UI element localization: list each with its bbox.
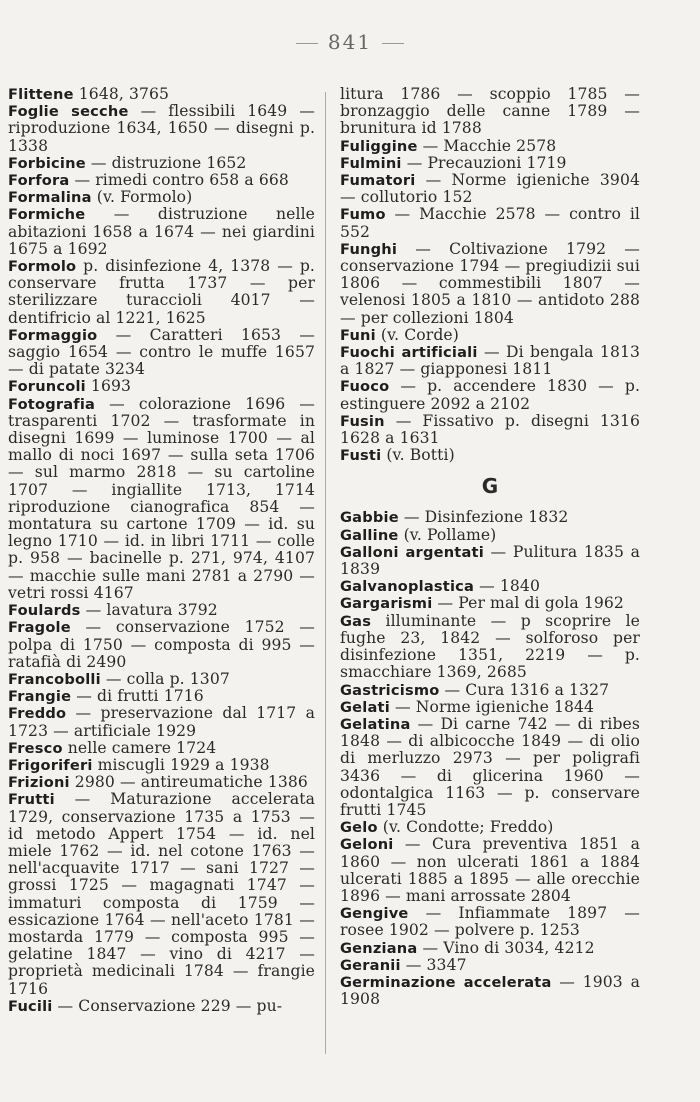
entry-headword: Foglie secche	[8, 103, 129, 121]
index-entry	[8, 791, 315, 997]
entry-references: (v. Formolo)	[91, 188, 193, 207]
left-column	[8, 86, 315, 1015]
entry-headword: Foulards	[8, 602, 81, 620]
entry-headword: Funi	[340, 326, 376, 344]
index-entry	[8, 757, 315, 774]
entry-references: — Infiammate 1897 — rosee 1902 — polvere p. 1253	[340, 904, 640, 940]
index-entry	[8, 378, 315, 395]
entry-headword: Frangie	[8, 688, 72, 706]
index-entry	[8, 619, 315, 671]
index-entry	[340, 155, 640, 172]
entry-headword: Gabbie	[340, 509, 399, 527]
index-entry	[340, 138, 640, 155]
index-entry	[8, 998, 315, 1015]
index-entry	[340, 544, 640, 578]
entry-headword: Frizioni	[8, 774, 70, 792]
entry-headword: Formaggio	[8, 326, 98, 344]
entry-headword: Geloni	[340, 836, 394, 854]
entry-references: — colorazione 1696 — trasparenti 1702 — trasformate in disegni 1699 — luminose 1700 — al mallo di noci 1697 — sulla seta 1706 — sul marmo 2818 — su cartoline 1707 — ingiallite 1713, 1714 riproduzione cianografica 854 — montatura su cartone 1709 — id. su legno 1710 — id. in libri 1711 — colle p. 958 — bacinelle p. 271, 974, 4107 — macchie sulle mani 2781 a 2790 — vetri rossi 4167	[8, 394, 315, 602]
entry-headword: Germinazione accelerata	[340, 973, 552, 991]
index-entry	[340, 344, 640, 378]
right-column-f-entries	[340, 86, 640, 464]
index-entry	[340, 527, 640, 544]
entry-references: — rimedi contro 658 a 668	[69, 171, 289, 190]
entry-headword: Formolo	[8, 258, 77, 276]
entry-headword: Genziana	[340, 939, 418, 957]
entry-references: — p. accendere 1830 — p. estinguere 2092 a 2102	[340, 377, 640, 413]
entry-headword: Gelati	[340, 698, 390, 716]
left-dash	[296, 43, 318, 44]
index-entry	[8, 189, 315, 206]
index-entry	[340, 578, 640, 595]
entry-headword: Fuliggine	[340, 137, 418, 155]
index-entry	[340, 682, 640, 699]
index-entry	[8, 705, 315, 739]
entry-references: 2980 — antireumatiche 1386	[69, 773, 308, 792]
right-column-g-entries	[340, 509, 640, 1008]
entry-headword: Forbicine	[8, 154, 86, 172]
index-entry	[340, 836, 640, 905]
entry-headword: Galloni argentati	[340, 543, 484, 561]
index-entry	[8, 155, 315, 172]
entry-references: — Pulitura 1835 a 1839	[340, 542, 641, 579]
entry-references: (v. Condotte; Freddo)	[377, 818, 554, 837]
index-entry	[8, 688, 315, 705]
entry-references: 1648, 3765	[73, 85, 170, 103]
index-entry	[8, 396, 315, 602]
entry-headword: Flittene	[8, 86, 74, 103]
entry-references: illuminante — p scoprire le fughe 23, 1842 — solforoso per disinfezione 1351, 2219 — p. smacchiare 1369, 2685	[340, 611, 640, 682]
entry-headword: Formalina	[8, 189, 92, 207]
entry-references: — Coltivazione 1792 — conservazione 1794 — pregiudizii sui 1806 — commestibili 1807 — velenosi 1805 a 1810 — antidoto 288 — per collezioni 1804	[340, 239, 640, 327]
section-letter: G	[481, 474, 499, 499]
entry-references: — lavatura 3792	[80, 601, 218, 620]
index-entry	[8, 258, 315, 327]
index-entry	[340, 447, 640, 464]
entry-references: — Disinfezione 1832	[398, 508, 569, 527]
entry-references: — Cura preventiva 1851 a 1860 — non ulcerati 1861 a 1884 ulcerati 1885 a 1895 — alle orecchie 1896 — mani arrossate 2804	[340, 835, 640, 905]
entry-headword: Foruncoli	[8, 378, 86, 396]
entry-headword: Fumatori	[340, 172, 416, 190]
right-column	[340, 86, 640, 1008]
index-entry	[8, 86, 315, 103]
index-entry	[340, 716, 640, 819]
entry-references: — di frutti 1716	[71, 687, 204, 706]
right-dash	[382, 43, 404, 44]
entry-references: litura 1786 — scoppio 1785 — bronzaggio delle canne 1789 — brunitura id 1788	[340, 85, 640, 138]
entry-references: (v. Corde)	[375, 325, 459, 344]
index-entry	[8, 327, 315, 379]
entry-references: — flessibili 1649 — riproduzione 1634, 1650 — disegni p. 1338	[8, 102, 315, 155]
entry-headword: Fumo	[340, 206, 386, 224]
entry-references: — Vino di 3034, 4212	[417, 938, 595, 957]
entry-headword: Galline	[340, 526, 399, 544]
index-entry	[340, 940, 640, 957]
entry-headword: Geranii	[340, 956, 401, 974]
entry-headword: Gastricismo	[340, 681, 440, 699]
entry-references: 1693	[85, 377, 132, 396]
entry-references: — Cura 1316 a 1327	[439, 680, 610, 699]
entry-references: — distruzione nelle abitazioni 1658 a 1674 — nei giardini 1675 a 1692	[8, 205, 315, 258]
index-entry	[340, 413, 640, 447]
entry-headword: Fusti	[340, 447, 382, 465]
entry-headword: Frutti	[8, 791, 55, 809]
index-entry	[340, 819, 640, 836]
entry-references: — Per mal di gola 1962	[432, 594, 624, 613]
entry-references: — colla p. 1307	[100, 669, 230, 688]
entry-references: — distruzione 1652	[85, 153, 247, 172]
entry-headword: Fuochi artificiali	[340, 344, 478, 362]
entry-headword: Gargarismi	[340, 595, 433, 613]
entry-references: — 3347	[400, 955, 467, 974]
entry-headword: Fresco	[8, 739, 63, 757]
entry-references: — Maturazione accelerata 1729, conservazione 1735 a 1753 — id metodo Appert 1754 — id. nel miele 1762 — id. nel cotone 1763 — nell'acquavite 1717 — sani 1727 — grossi 1725 — magagnati 1747 — immaturi composta di 1759 — essicazione 1764 — nell'aceto 1781 — mostarda 1779 — composta 995 — gelatine 1847 — vino di 4217 — proprietà medicinali 1784 — frangie 1716	[8, 790, 315, 998]
entry-headword: Gengive	[340, 905, 409, 923]
index-entry	[8, 602, 315, 619]
entry-references: (v. Botti)	[381, 446, 455, 465]
index-entry	[340, 905, 640, 939]
index-entry	[340, 509, 640, 526]
entry-references: — 1840	[474, 577, 540, 596]
entry-references: — Norme igieniche 1844	[389, 697, 595, 716]
entry-headword: Francobolli	[8, 670, 101, 688]
entry-references: — Precauzioni 1719	[401, 153, 567, 172]
entry-headword: Frigoriferi	[8, 756, 93, 774]
entry-headword: Gelatina	[340, 715, 411, 733]
index-entry	[340, 241, 640, 327]
entry-headword: Fusin	[340, 412, 385, 430]
entry-references: miscugli 1929 a 1938	[92, 755, 270, 774]
index-entry	[340, 86, 640, 138]
page-number-header	[0, 30, 700, 54]
index-entry	[340, 699, 640, 716]
index-entry	[8, 740, 315, 757]
entry-headword: Galvanoplastica	[340, 578, 475, 596]
entry-headword: Gelo	[340, 819, 378, 837]
entry-headword: Fragole	[8, 619, 71, 637]
entry-references: — conservazione 1752 — polpa di 1750 — composta di 995 — ratafià di 2490	[8, 618, 315, 671]
entry-references: — Macchie 2578 — contro il 552	[340, 205, 640, 241]
index-entry	[340, 974, 640, 1008]
index-entry	[8, 774, 315, 791]
entry-references: — Di bengala 1813 a 1827 — giapponesi 1811	[340, 343, 641, 379]
entry-headword: Forfora	[8, 172, 70, 190]
page-number: 841	[327, 30, 373, 54]
entry-references: — preservazione dal 1717 a 1723 — artificiale 1929	[8, 704, 315, 740]
entry-references: — Macchie 2578	[417, 136, 557, 155]
entry-references: — Norme igieniche 3904 — collutorio 152	[340, 171, 640, 207]
entry-references: nelle camere 1724	[62, 738, 217, 757]
entry-references: — Di carne 742 — di ribes 1848 — di albicocche 1849 — di olio di merluzzo 2973 — per poligrafi 3436 — di glicerina 1960 — odontalgica 1163 — p. conservare frutti 1745	[340, 714, 640, 819]
entry-references: (v. Pollame)	[398, 525, 497, 544]
index-entry	[8, 671, 315, 688]
entry-headword: Fulmini	[340, 154, 402, 172]
index-entry	[340, 206, 640, 240]
entry-headword: Fuoco	[340, 378, 390, 396]
entry-references: — 1903 a 1908	[340, 972, 640, 1009]
entry-references: — Caratteri 1653 — saggio 1654 — contro le muffe 1657 — di patate 3234	[8, 325, 315, 379]
index-entry	[340, 595, 640, 612]
column-divider	[325, 92, 326, 1054]
entry-headword: Formiche	[8, 206, 86, 224]
index-entry	[8, 172, 315, 189]
index-entry	[340, 378, 640, 412]
index-entry	[8, 206, 315, 258]
entry-references: p. disinfezione 4, 1378 — p. conservare frutta 1737 — per sterilizzare turaccioli 4017 — dentifricio al 1221, 1625	[8, 257, 315, 327]
index-entry	[340, 613, 640, 682]
entry-headword: Fotografia	[8, 395, 96, 413]
entry-headword: Funghi	[340, 240, 398, 258]
entry-references: — Conservazione 229 — pu-	[52, 996, 283, 1015]
index-entry	[340, 172, 640, 206]
entry-references: — Fissativo p. disegni 1316 1628 a 1631	[340, 411, 640, 448]
index-entry	[8, 103, 315, 155]
entry-headword: Gas	[340, 612, 372, 630]
entry-headword: Freddo	[8, 705, 67, 723]
entry-headword: Fucili	[8, 997, 53, 1015]
index-entry	[340, 957, 640, 974]
index-entry	[340, 327, 640, 344]
